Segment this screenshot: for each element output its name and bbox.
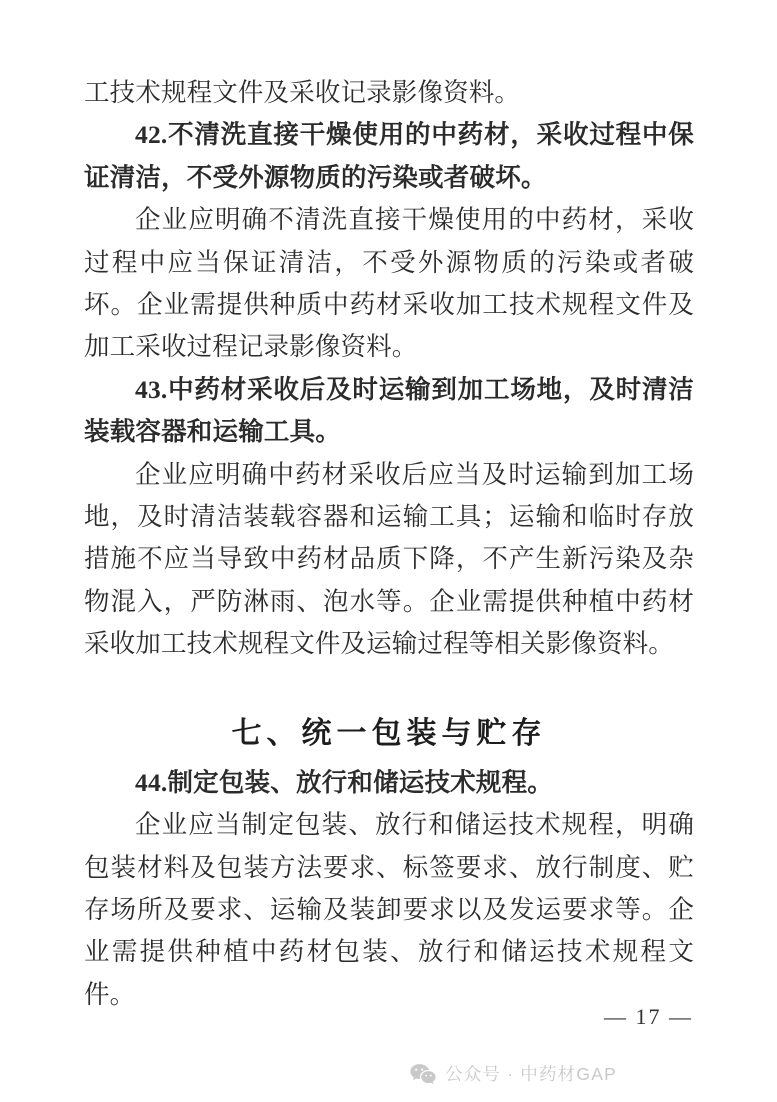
clause-heading-44: 44.制定包装、放行和储运技术规程。 (135, 767, 553, 797)
paragraph-44: 企业应当制定包装、放行和储运技术规程，明确包装材料及包装方法要求、标签要求、放行制度、贮存场所及要求、运输及装卸要求以及发运要求等。企业需提供种植中药材包装、放行和储运技术规程文件。 (84, 810, 694, 1009)
page-number: — 17 — (604, 1004, 693, 1029)
paragraph-carryover: 工技术规程文件及采收记录影像资料。 (84, 78, 521, 107)
wechat-icon (410, 1063, 436, 1085)
paragraph-43: 企业应明确中药材采收后应当及时运输到加工场地，及时清洁装载容器和运输工具；运输和临时存放措施不应当导致中药材品质下降，不产生新污染及杂物混入，严防淋雨、泡水等。企业需提供种植中药材采收加工技术规程文件及运输过程等相关影像资料。 (84, 459, 694, 659)
clause-heading-43: 43.中药材采收后及时运输到加工场地，及时清洁装载容器和运输工具。 (84, 374, 694, 447)
section-heading-7: 七、统一包装与贮存 (231, 716, 547, 750)
paragraph-42: 企业应明确不清洗直接干燥使用的中药材，采收过程中应当保证清洁，不受外源物质的污染或者破坏。企业需提供种质中药材采收加工技术规程文件及加工采收过程记录影像资料。 (84, 205, 694, 362)
watermark-group (410, 1061, 617, 1086)
section-spacer-top (84, 666, 694, 712)
footer-watermark (0, 1045, 777, 1102)
watermark-label: 公众号 · 中药材GAP (445, 1064, 617, 1084)
clause-heading-42: 42.不清洗直接干燥使用的中药材，采收过程中保证清洁，不受外源物质的污染或者破坏。 (84, 120, 694, 192)
document-body (84, 72, 694, 1016)
